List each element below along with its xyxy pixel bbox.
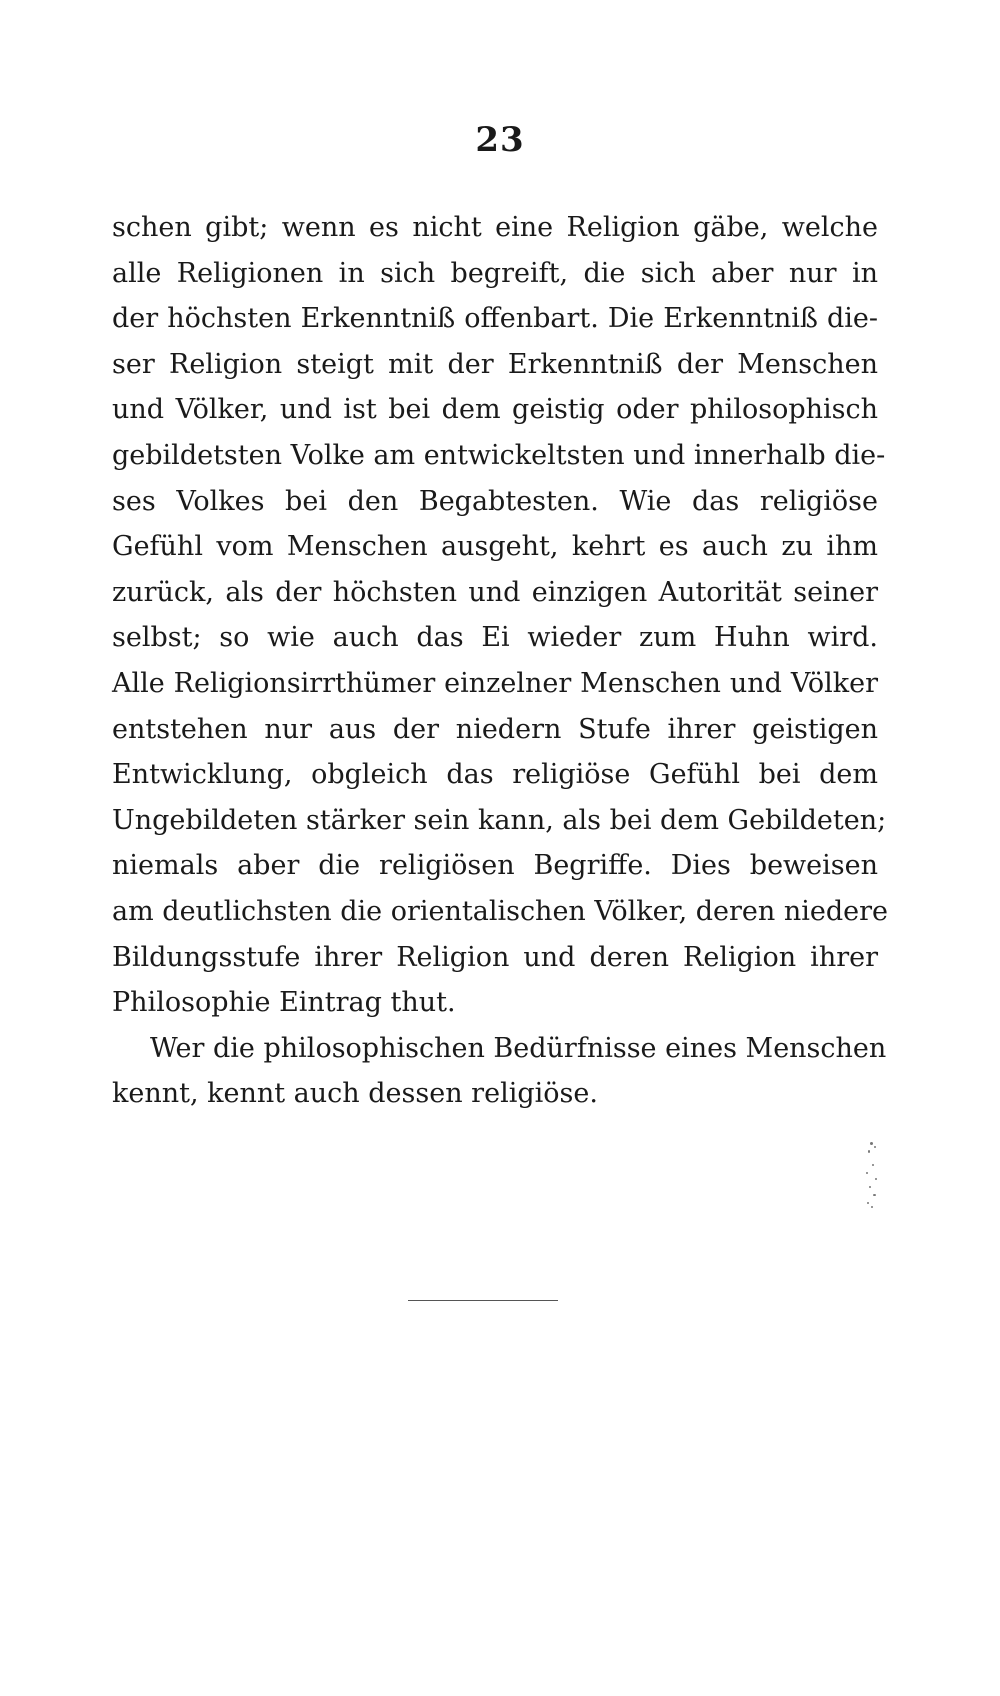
section-divider xyxy=(408,1300,558,1301)
text-line: gebildetsten Volke am entwickeltsten und innerhalb die- xyxy=(112,439,886,471)
text-line: Philosophie Eintrag thut. xyxy=(112,987,456,1019)
ink-speck-mark xyxy=(862,1142,882,1212)
text-line: niemals aber die religiösen Begriffe. Dies beweisen xyxy=(112,850,878,882)
text-line: ser Religion steigt mit der Erkenntniß der Menschen xyxy=(112,348,878,380)
text-line: selbst; so wie auch das Ei wieder zum Huhn wird. xyxy=(112,622,878,654)
text-line: kennt, kennt auch dessen religiöse. xyxy=(112,1078,598,1110)
paragraph-2 xyxy=(112,1026,887,1117)
body-text xyxy=(112,205,889,1117)
text-line: Entwicklung, obgleich das religiöse Gefühl bei dem xyxy=(112,759,878,791)
text-line: der höchsten Erkenntniß offenbart. Die Erkenntniß die- xyxy=(112,303,878,335)
paragraph-1 xyxy=(112,205,889,1026)
text-line: und Völker, und ist bei dem geistig oder philosophisch xyxy=(112,394,878,426)
text-line: zurück, als der höchsten und einzigen Autorität seiner xyxy=(112,576,878,608)
text-line: Bildungsstufe ihrer Religion und deren Religion ihrer xyxy=(112,941,878,973)
text-line: Gefühl vom Menschen ausgeht, kehrt es auch zu ihm xyxy=(112,531,878,563)
text-line: Ungebildeten stärker sein kann, als bei dem Gebildeten; xyxy=(112,804,887,836)
text-line: schen gibt; wenn es nicht eine Religion gäbe, welche xyxy=(112,212,878,243)
text-line: Wer die philosophischen Bedürfnisse eines Menschen xyxy=(150,1032,887,1064)
text-line: alle Religionen in sich begreift, die sich aber nur in xyxy=(112,257,878,289)
text-line: ses Volkes bei den Begabtesten. Wie das religiöse xyxy=(112,485,878,517)
text-line: Alle Religionsirrthümer einzelner Menschen und Völker xyxy=(112,667,878,699)
text-line: entstehen nur aus der niedern Stufe ihrer geistigen xyxy=(112,713,878,745)
page-number: 23 xyxy=(475,120,525,160)
text-line: am deutlichsten die orientalischen Völker, deren niedere xyxy=(112,895,889,927)
